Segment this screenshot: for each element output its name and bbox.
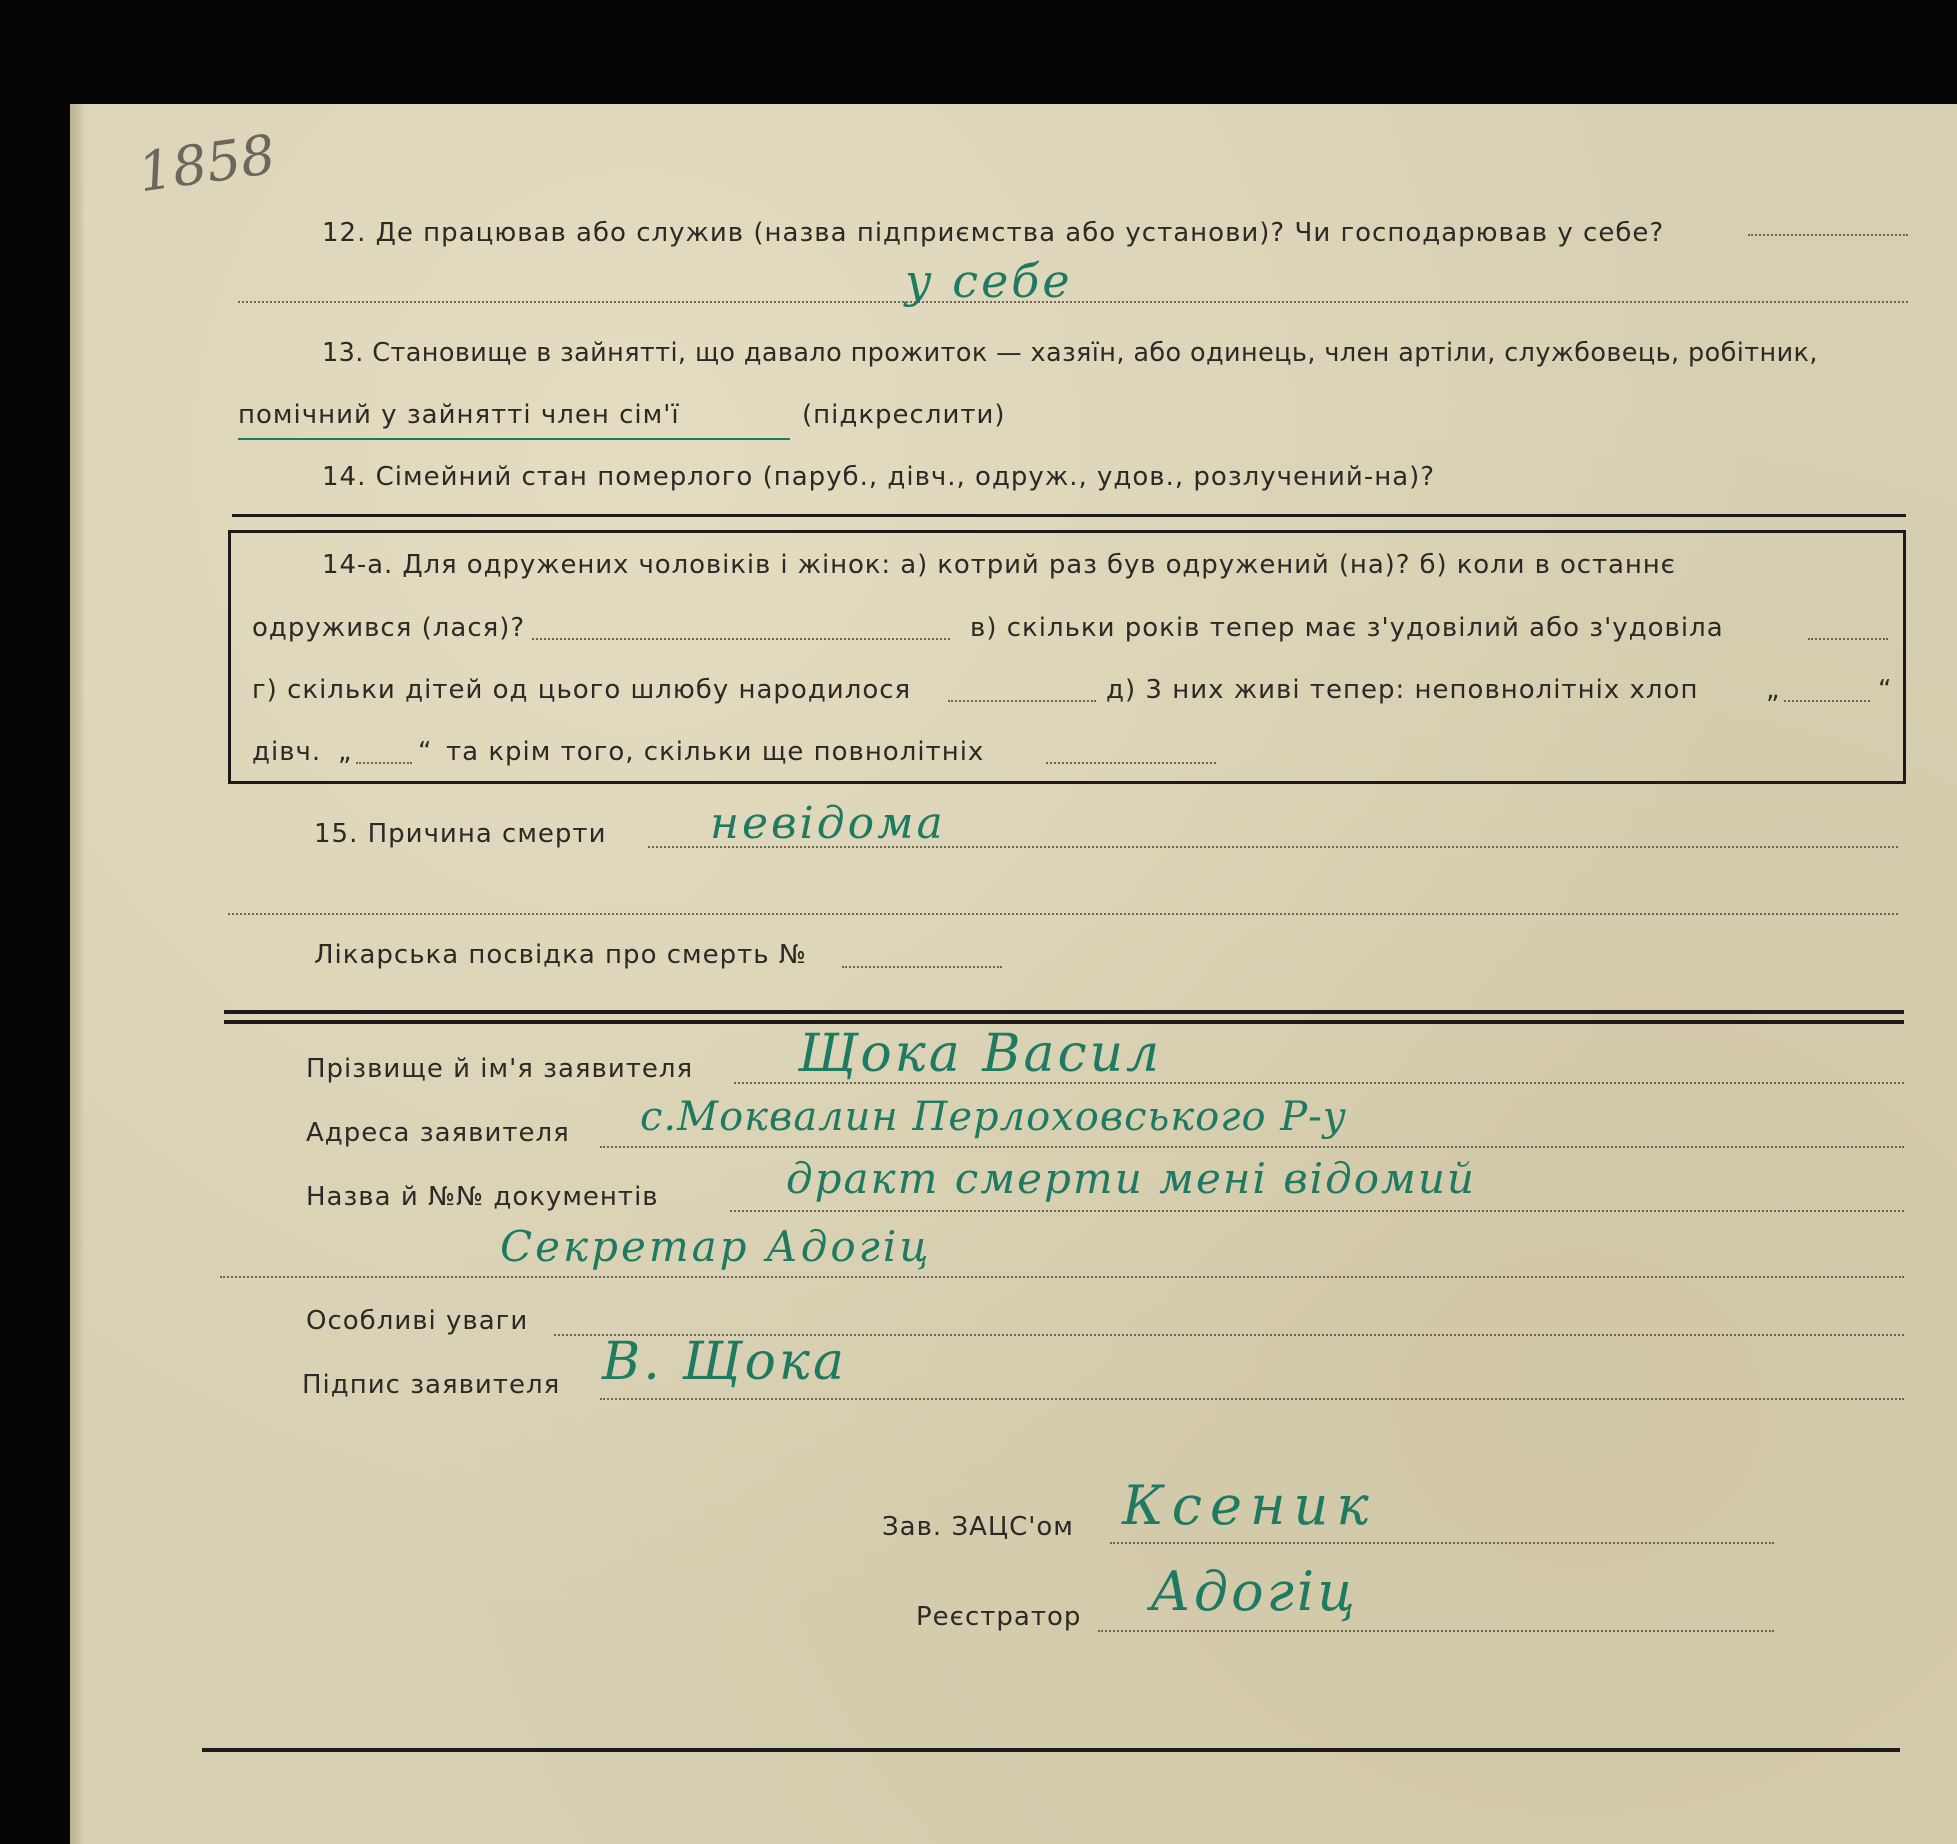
applicant-documents-value-1: дракт смерти мені відомий bbox=[786, 1154, 1476, 1203]
medical-certificate-label: Лікарська посвідка про смерть № bbox=[314, 940, 807, 970]
document-page bbox=[70, 104, 1957, 1844]
q15-label: 15. Причина смерти bbox=[314, 819, 607, 849]
q14a-line-4-quote-open: „ bbox=[338, 737, 353, 767]
q14-label: 14. Сімейний стан померлого (паруб., дівч., одруж., удов., розлучений-на)? bbox=[322, 462, 1436, 492]
archive-number: 1858 bbox=[134, 122, 280, 205]
q12-label: 12. Де працював або служив (назва підприємства або установи)? Чи господарював у себе? bbox=[322, 218, 1665, 248]
q14a-line-3-quote-close: “ bbox=[1878, 675, 1893, 705]
registrar-fill bbox=[1098, 1630, 1774, 1632]
q14a-fill-e bbox=[1784, 700, 1870, 702]
applicant-address-value: с.Моквалин Перлоховського Р-у bbox=[640, 1094, 1347, 1140]
q14a-fill-g bbox=[1046, 762, 1216, 764]
q14a-line-1: 14-а. Для одружених чоловіків і жінок: а) котрий раз був одружений (на)? б) коли в останнє bbox=[322, 550, 1676, 580]
q14a-fill-c bbox=[1808, 638, 1888, 640]
applicant-signature-value: В. Щока bbox=[602, 1332, 847, 1392]
q15-fill-line-2 bbox=[228, 913, 1898, 915]
q13-hint: (підкреслити) bbox=[802, 400, 1006, 430]
page-edge bbox=[70, 104, 84, 1844]
applicant-name-label: Прізвище й ім'я заявителя bbox=[306, 1054, 694, 1084]
remarks-label: Особливі уваги bbox=[306, 1306, 529, 1336]
q14a-fill-d bbox=[948, 700, 1096, 702]
head-of-registry-signature: Ксеник bbox=[1122, 1474, 1377, 1537]
q13-underline-mark bbox=[238, 438, 790, 440]
q14a-top-rule bbox=[232, 514, 1906, 517]
registrar-signature: Адогіц bbox=[1150, 1560, 1358, 1623]
applicant-address-fill bbox=[600, 1146, 1904, 1148]
applicant-documents-fill-2 bbox=[220, 1276, 1904, 1278]
q14a-line-4-quote-close: “ bbox=[418, 737, 433, 767]
q14a-line-2b: в) скільки років тепер має з'удовілий або з'удовіла bbox=[970, 613, 1724, 643]
q14a-line-4b: та крім того, скільки ще повнолітніх bbox=[446, 737, 985, 767]
applicant-address-label: Адреса заявителя bbox=[306, 1118, 570, 1148]
q14a-line-4a: дівч. bbox=[252, 737, 322, 767]
q12-answer: у себе bbox=[905, 254, 1073, 308]
applicant-documents-value-2: Секретар Адогіц bbox=[500, 1222, 932, 1271]
head-of-registry-label: Зав. ЗАЦС'ом bbox=[882, 1512, 1074, 1542]
q14a-fill-b bbox=[532, 638, 950, 640]
q13-label: 13. Становище в зайнятті, що давало прожиток — хазяїн, або одинець, член артіли, службовець, робітник, bbox=[322, 338, 1818, 368]
medical-certificate-fill bbox=[842, 966, 1002, 968]
q12-fill-line-2 bbox=[238, 301, 1908, 303]
q14a-fill-f bbox=[356, 762, 412, 764]
q14a-line-3b: д) 3 них живі тепер: неповнолітніх хлоп bbox=[1106, 675, 1699, 705]
applicant-signature-fill bbox=[600, 1398, 1904, 1400]
q13-underlined-option: помічний у зайнятті член сім'ї bbox=[238, 400, 680, 430]
q14a-line-3a: г) скільки дітей од цього шлюбу народилося bbox=[252, 675, 912, 705]
q14a-line-3-quote-open: „ bbox=[1766, 675, 1781, 705]
bottom-rule bbox=[202, 1748, 1900, 1752]
applicant-documents-label: Назва й №№ документів bbox=[306, 1182, 659, 1212]
q14a-line-2a: одружився (лася)? bbox=[252, 613, 526, 643]
q15-answer: невідома bbox=[710, 798, 946, 849]
q12-fill-line-1 bbox=[1748, 234, 1908, 236]
head-of-registry-fill bbox=[1110, 1542, 1774, 1544]
applicant-signature-label: Підпис заявителя bbox=[302, 1370, 561, 1400]
section-rule-1 bbox=[224, 1010, 1904, 1014]
applicant-documents-fill-1 bbox=[730, 1210, 1904, 1212]
applicant-name-value: Щока Васил bbox=[798, 1024, 1163, 1084]
registrar-label: Реєстратор bbox=[916, 1602, 1082, 1632]
